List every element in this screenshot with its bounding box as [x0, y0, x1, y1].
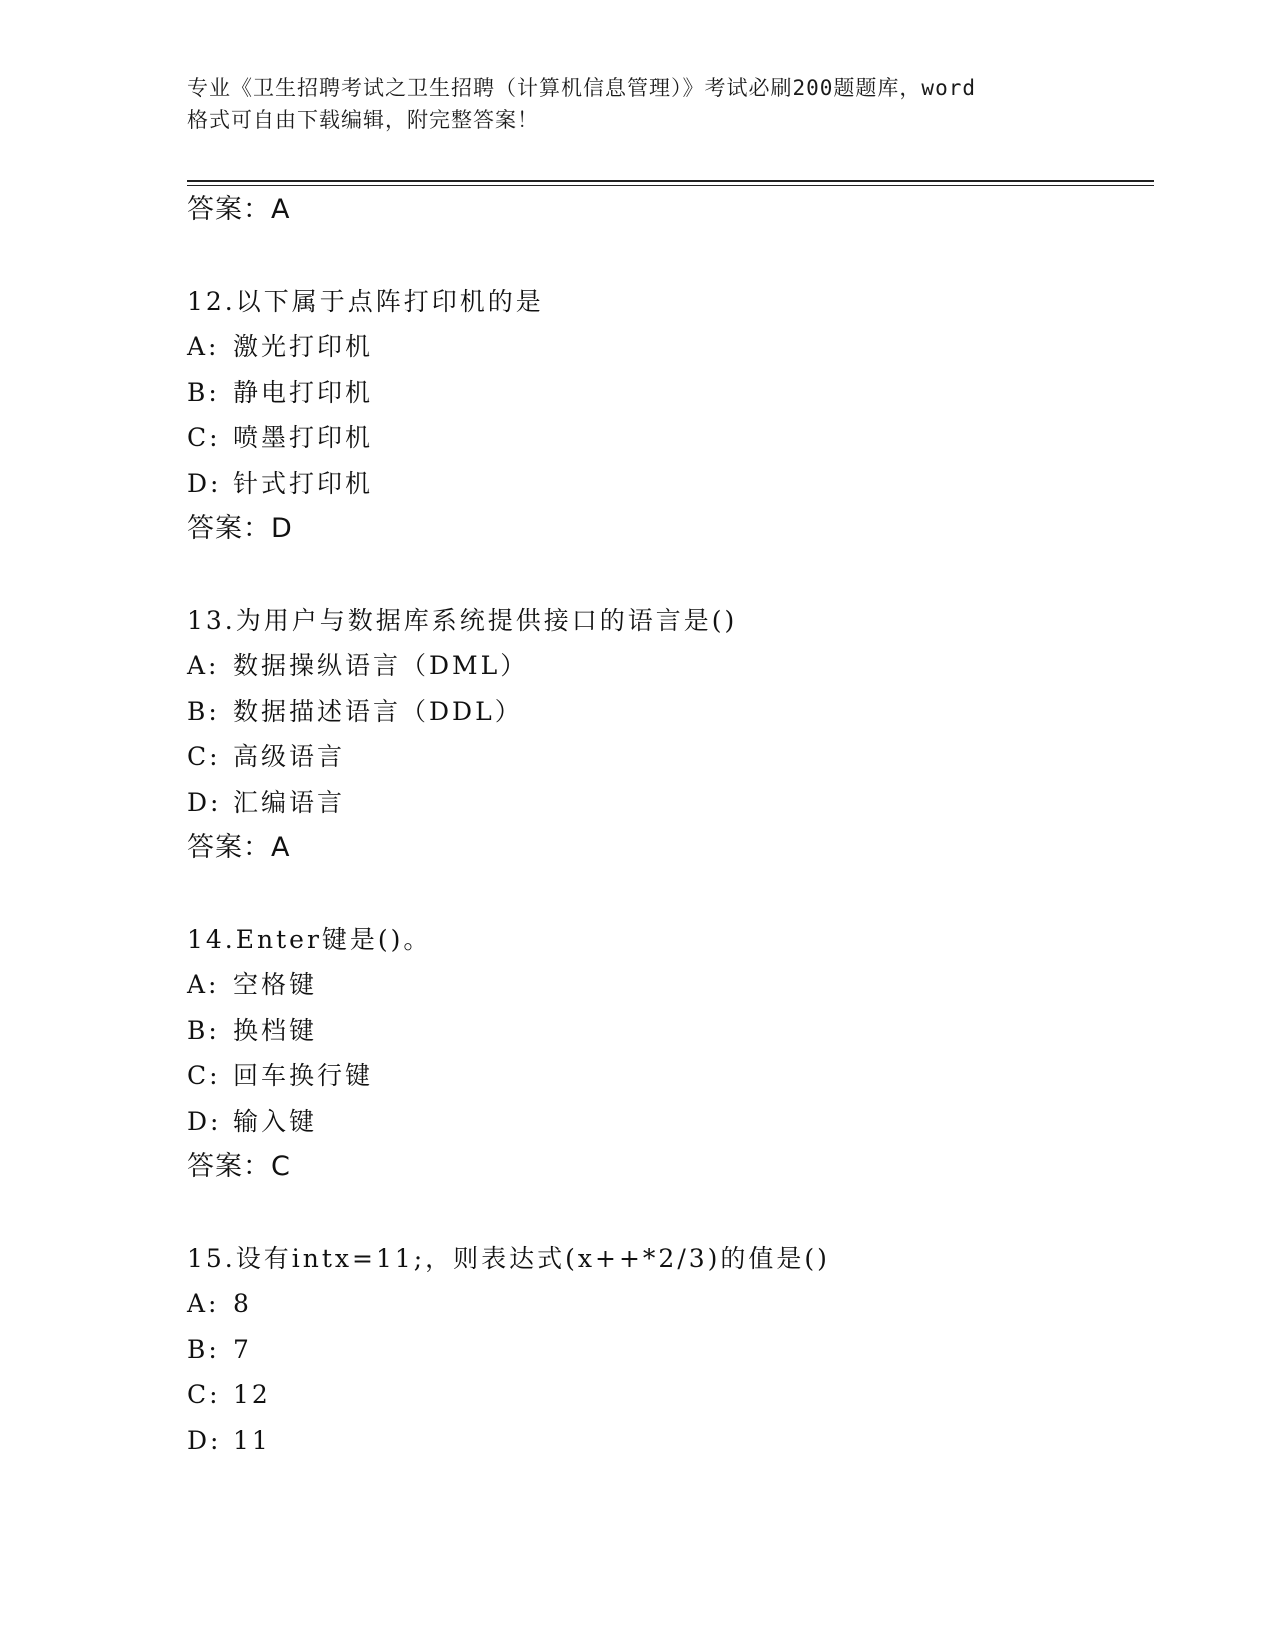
option-text: 喷墨打印机 [233, 423, 374, 452]
option-d [187, 461, 1147, 507]
option-key: D: [187, 787, 222, 817]
option-c [187, 734, 1147, 780]
option-text: 输入键 [233, 1106, 318, 1136]
spacer [187, 552, 1147, 598]
question-13 [187, 598, 1147, 871]
option-text: 11 [233, 1425, 271, 1455]
option-c [187, 1372, 1147, 1418]
spacer [187, 871, 1147, 917]
option-text: 针式打印机 [233, 468, 374, 498]
answer-line-q11: 答案：A [187, 194, 291, 225]
option-key: C: [187, 423, 221, 452]
option-text: 回车换行键 [233, 1061, 374, 1090]
option-text: 数据描述语言（DDL） [233, 696, 523, 726]
question-list [187, 187, 1147, 1463]
option-d [187, 1418, 1147, 1464]
option-key: B: [187, 1334, 220, 1364]
option-key: C: [187, 1380, 221, 1409]
option-key: A: [187, 651, 220, 680]
question-stem: 15.设有intx=11;，则表达式(x++*2/3)的值是() [187, 1243, 830, 1273]
option-b [187, 1327, 1147, 1373]
option-text: 激光打印机 [233, 332, 374, 361]
option-b [187, 370, 1147, 416]
option-d [187, 780, 1147, 826]
question-stem: 14.Enter键是()。 [187, 924, 432, 954]
option-text: 汇编语言 [233, 787, 346, 817]
spacer [187, 1190, 1147, 1236]
option-key: B: [187, 696, 220, 726]
option-text: 换档键 [233, 1015, 318, 1045]
option-text: 12 [233, 1380, 271, 1409]
option-key: B: [187, 1015, 220, 1045]
option-key: B: [187, 377, 220, 407]
option-c [187, 1053, 1147, 1099]
option-key: A: [187, 332, 220, 361]
header-divider-thin [187, 185, 1154, 186]
option-key: C: [187, 742, 221, 771]
option-b [187, 1008, 1147, 1054]
option-b [187, 689, 1147, 735]
option-text: 静电打印机 [233, 377, 374, 407]
header-title-line-2: 格式可自由下载编辑，附完整答案！ [187, 108, 539, 132]
answer-line: 答案：C [187, 1151, 291, 1182]
option-key: D: [187, 1106, 222, 1136]
option-text: 空格键 [233, 970, 318, 999]
question-12 [187, 279, 1147, 552]
option-key: A: [187, 1289, 220, 1318]
question-15 [187, 1236, 1147, 1464]
option-key: C: [187, 1061, 221, 1090]
option-key: A: [187, 970, 220, 999]
question-stem: 12.以下属于点阵打印机的是 [187, 286, 544, 316]
option-c [187, 415, 1147, 461]
answer-line: 答案：D [187, 513, 293, 544]
header-divider-thick [187, 180, 1154, 182]
option-text: 7 [233, 1334, 252, 1364]
spacer [187, 233, 1147, 279]
option-text: 高级语言 [233, 742, 346, 771]
option-text: 数据操纵语言（DML） [233, 651, 529, 680]
option-a [187, 962, 1147, 1008]
question-14 [187, 917, 1147, 1190]
option-d [187, 1099, 1147, 1145]
option-key: D: [187, 468, 222, 498]
question-stem: 13.为用户与数据库系统提供接口的语言是() [187, 605, 738, 635]
option-a [187, 324, 1147, 370]
answer-line: 答案：A [187, 832, 291, 863]
header-title-line-1: 专业《卫生招聘考试之卫生招聘（计算机信息管理）》考试必刷200题题库，word [187, 76, 976, 100]
document-header [187, 72, 1087, 136]
option-a [187, 1281, 1147, 1327]
option-a [187, 643, 1147, 689]
option-text: 8 [233, 1289, 252, 1318]
option-key: D: [187, 1425, 222, 1455]
